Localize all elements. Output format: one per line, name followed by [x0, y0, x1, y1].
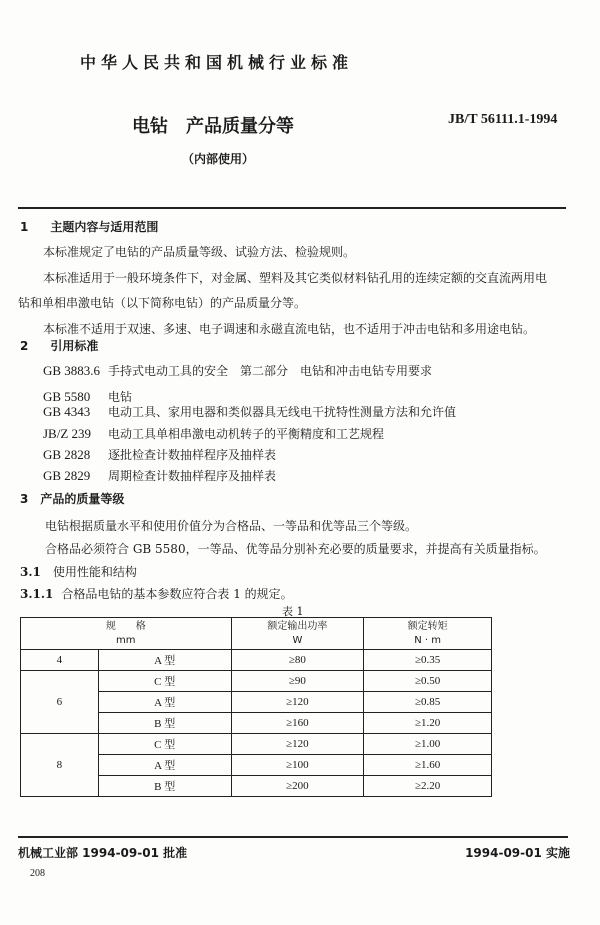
- reference-item: GB 4343 电动工具、家用电器和类似器具无线电干扰特性测量方法和允许值: [43, 404, 457, 419]
- implementation-line: 1994-09-01 实施: [465, 846, 570, 860]
- power-cell: ≥120: [231, 734, 364, 755]
- parameter-table: [20, 617, 492, 797]
- power-cell: ≥80: [231, 650, 364, 671]
- reference-item: GB 5580 电钻: [43, 389, 133, 404]
- footer-divider: [18, 836, 568, 838]
- section-3-1-1: 3.1.1 合格品电钻的基本参数应符合表 1 的规定。: [20, 587, 293, 601]
- issuer-header: 中华人民共和国机械行业标准: [80, 53, 354, 72]
- document-title: 电钻 产品质量分等: [132, 116, 294, 137]
- type-cell: A 型: [98, 692, 231, 713]
- torque-cell: ≥0.35: [364, 650, 492, 671]
- reference-item: JB/Z 239 电动工具单相串激电动机转子的平衡精度和工艺规程: [43, 426, 385, 441]
- power-cell: ≥120: [231, 692, 364, 713]
- power-cell: ≥90: [231, 671, 364, 692]
- torque-cell: ≥0.85: [364, 692, 492, 713]
- table-caption: 表 1: [282, 605, 304, 618]
- header-spec: 规 格 mm: [21, 618, 232, 650]
- paragraph: 本标准规定了电钻的产品质量等级、试验方法、检验规则。: [43, 245, 356, 259]
- page-number: 208: [30, 868, 45, 879]
- paragraph: 本标准不适用于双速、多速、电子调速和永磁直流电钻，也不适用于冲击电钻和多用途电钻。: [43, 322, 536, 336]
- reference-item: GB 2829 周期检查计数抽样程序及抽样表: [43, 468, 277, 483]
- type-cell: C 型: [98, 734, 231, 755]
- section-3-heading: 3 产品的质量等级: [20, 492, 125, 506]
- type-cell: B 型: [98, 776, 231, 797]
- subtitle: （内部使用）: [182, 152, 255, 166]
- size-cell: 6: [21, 671, 99, 734]
- header-torque: 额定转矩 N · m: [364, 618, 492, 650]
- reference-item: GB 3883.6 手持式电动工具的安全 第二部分 电钻和冲击电钻专用要求: [43, 363, 433, 378]
- type-cell: A 型: [98, 650, 231, 671]
- paragraph: 电钻根据质量水平和使用价值分为合格品、一等品和优等品三个等级。: [45, 519, 418, 533]
- approval-line: 机械工业部 1994-09-01 批准: [18, 846, 188, 860]
- table-row: [21, 671, 492, 692]
- table-row: [21, 734, 492, 755]
- torque-cell: ≥1.20: [364, 713, 492, 734]
- power-cell: ≥200: [231, 776, 364, 797]
- torque-cell: ≥1.00: [364, 734, 492, 755]
- torque-cell: ≥1.60: [364, 755, 492, 776]
- section-2-heading: 2 引用标准: [20, 339, 99, 353]
- section-1-heading: 1 主题内容与适用范围: [20, 220, 159, 234]
- type-cell: A 型: [98, 755, 231, 776]
- power-cell: ≥100: [231, 755, 364, 776]
- section-3-1-heading: 3.1 使用性能和结构: [20, 565, 137, 579]
- size-cell: 4: [21, 650, 99, 671]
- reference-item: GB 2828 逐批检查计数抽样程序及抽样表: [43, 447, 277, 462]
- type-cell: B 型: [98, 713, 231, 734]
- paragraph: 钻和单相串激电钻（以下简称电钻）的产品质量分等。: [18, 296, 307, 310]
- torque-cell: ≥0.50: [364, 671, 492, 692]
- torque-cell: ≥2.20: [364, 776, 492, 797]
- paragraph: 本标准适用于一般环境条件下，对金属、塑料及其它类似材料钻孔用的连续定额的交直流两用电: [43, 271, 548, 285]
- power-cell: ≥160: [231, 713, 364, 734]
- type-cell: C 型: [98, 671, 231, 692]
- standard-number: JB/T 56111.1-1994: [448, 112, 558, 127]
- paragraph: 合格品必须符合 GB 5580，一等品、优等品分别补充必要的质量要求，并提高有关质量指标。: [45, 542, 546, 556]
- header-divider: [18, 207, 566, 209]
- table-row: [21, 650, 492, 671]
- header-power: 额定输出功率 W: [231, 618, 364, 650]
- size-cell: 8: [21, 734, 99, 797]
